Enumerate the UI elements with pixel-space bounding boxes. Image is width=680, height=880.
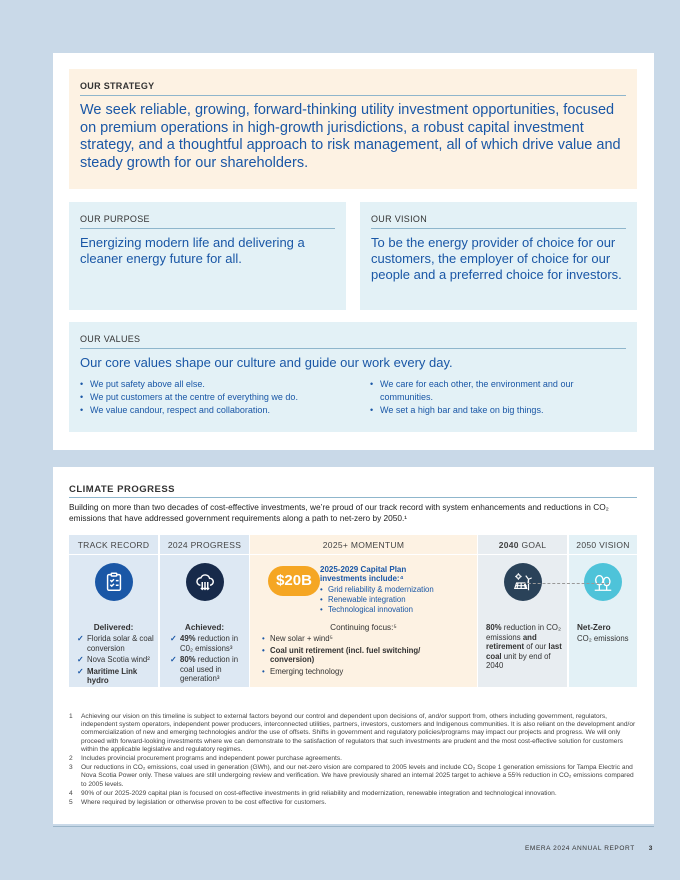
cloud-download-icon xyxy=(186,563,224,601)
goal-text-1: reduction in CO₂ emissions xyxy=(486,623,561,642)
values-columns xyxy=(80,378,626,417)
climate-card xyxy=(53,467,654,824)
progress-desc: reduction in C0₂ emissions³ xyxy=(180,634,239,653)
capital-plan-title: 2025-2029 Capital Plan investments include:⁴ xyxy=(320,565,407,583)
goal-retirement: and retirement xyxy=(486,632,537,651)
climate-divider xyxy=(69,497,637,498)
capital-plan-list xyxy=(320,585,434,614)
goal-text xyxy=(486,623,564,671)
strategy-label: OUR STRATEGY xyxy=(80,81,626,96)
progress-body xyxy=(160,555,249,687)
vision-label: OUR VISION xyxy=(371,214,626,229)
value-item: • We care for each other, the environment and our communities. xyxy=(370,378,600,404)
goal-body xyxy=(478,555,567,687)
progress-value: 49% xyxy=(180,634,196,643)
capital-plan-item: • Grid reliability & modernization xyxy=(320,585,434,595)
strategy-card xyxy=(53,53,654,450)
page-footer xyxy=(525,845,653,852)
values-box xyxy=(69,322,637,432)
footnote xyxy=(69,764,641,789)
continuing-focus-heading: Continuing focus:⁵ xyxy=(330,623,397,632)
vision-box xyxy=(360,202,637,310)
progress-item xyxy=(170,655,246,684)
track-record-heading: TRACK RECORD xyxy=(69,535,158,555)
footnote-text: Our reductions in CO₂ emissions, coal used in generation (GWh), and our net-zero vision are compared to 2005 levels and include CO₂ Scope 1 generation emissions for Tampa Electric and Nova Scotia Power only. These values are still undergoing review and verification. We have previously shared an internal 2025 target to achieve a 55% reduction in CO₂ emissions compared to 2005 levels. xyxy=(81,764,634,788)
purpose-label: OUR PURPOSE xyxy=(80,214,335,229)
value-item: • We put safety above all else. xyxy=(80,378,370,391)
purpose-text: Energizing modern life and delivering a cleaner energy future for all. xyxy=(80,235,305,266)
page-bottom-rule xyxy=(53,826,654,827)
goal-last-coal: last coal xyxy=(486,642,562,661)
footnote-text: Achieving our vision on this timeline is subject to external factors beyond our control and dependent upon decisions of, and/or support from, others including government, regulators, independent system operators, independent power producers, interconnected utilities, partners, investors, customers and Indigenous communities. It is also reliant on the development and/or commercialization of new and emerging technologies and/or the use of offsets. Shifts in government and regulatory policies/programs may impact our projects and progress. We will only proceed with forward-looking investments where we can demonstrate to the satisfaction of regulators that such investments are prudent and the most cost-effective solution for customers within the applicable legislative and regulatory regimes. xyxy=(81,713,636,753)
footnote xyxy=(69,799,641,807)
values-heading: Our core values shape our culture and guide our work every day. xyxy=(80,355,453,370)
focus-item: • Coal unit retirement (incl. fuel switching/ conversion) xyxy=(262,646,462,665)
timeline-momentum xyxy=(250,535,477,687)
timeline-2040-goal xyxy=(478,535,567,687)
focus-item: • New solar + wind⁵ xyxy=(262,634,462,644)
footnote xyxy=(69,713,641,754)
climate-intro: Building on more than two decades of cost-effective investments, we’re proud of our track record with system enhancements and reductions in CO₂ emissions that have addressed government requirements along a path to net-zero by 2050.¹ xyxy=(69,502,609,523)
momentum-body xyxy=(250,555,477,687)
goal-reduction: 80% xyxy=(486,623,502,632)
values-label: OUR VALUES xyxy=(80,334,626,349)
net-zero-title: Net-Zero xyxy=(577,623,611,632)
footnote-number: 5 xyxy=(69,799,73,807)
footnote-text: 90% of our 2025-2029 capital plan is focused on cost-effective investments in grid reliability and modernization, renewable integration and technological innovation. xyxy=(81,789,557,797)
net-zero-text: CO₂ emissions xyxy=(577,634,629,643)
progress-heading: 2024 PROGRESS xyxy=(160,535,249,555)
footnote-number: 3 xyxy=(69,764,73,772)
strategy-box xyxy=(69,69,637,189)
footnote xyxy=(69,790,641,798)
footnote xyxy=(69,755,641,763)
purpose-box xyxy=(69,202,346,310)
footnotes xyxy=(69,713,641,808)
track-record-list xyxy=(77,634,157,688)
trees-icon xyxy=(584,563,622,601)
timeline-2050-vision xyxy=(569,535,637,687)
strategy-text: We seek reliable, growing, forward-thinking utility investment opportunities, focused on premium operations in high-growth jurisdictions, a robust capital investment strategy, and a thoughtful approach to risk management, all of which drive value and steady growth for our shareholders. xyxy=(80,102,621,171)
track-item: ✓ Maritime Link hydro xyxy=(77,667,157,686)
goal-year: 2040 xyxy=(498,540,519,550)
continuing-focus-list xyxy=(262,634,462,678)
page-number: 3 xyxy=(648,845,653,852)
capital-plan-item: • Renewable integration xyxy=(320,595,434,605)
timeline-connector xyxy=(523,583,609,584)
value-item: • We put customers at the centre of everything we do. xyxy=(80,391,370,404)
track-record-body xyxy=(69,555,158,687)
footnote-number: 4 xyxy=(69,789,73,797)
progress-list xyxy=(170,634,246,686)
vision-text: To be the energy provider of choice for our customers, the employer of choice for our people and a preferred choice for investors. xyxy=(371,235,622,282)
footnote-number: 1 xyxy=(69,713,73,720)
values-list-right xyxy=(370,378,600,417)
vision2050-heading: 2050 VISION xyxy=(569,535,637,555)
clipboard-icon xyxy=(95,563,133,601)
track-item: ✓ Nova Scotia wind² xyxy=(77,655,157,665)
goal-text-3: unit by end of 2040 xyxy=(486,651,551,670)
timeline-track-record xyxy=(69,535,158,687)
report-title: EMERA 2024 ANNUAL REPORT xyxy=(525,845,635,852)
capital-plan-item: • Technological innovation xyxy=(320,605,434,615)
progress-value: 80% xyxy=(180,655,196,664)
track-record-subhead: Delivered: xyxy=(93,623,134,632)
goal-heading xyxy=(478,535,567,555)
values-list-left xyxy=(80,378,370,417)
momentum-heading: 2025+ MOMENTUM xyxy=(250,535,477,555)
vision2050-body xyxy=(569,555,637,687)
track-item: ✓ Florida solar & coal conversion xyxy=(77,634,157,653)
value-item: • We set a high bar and take on big things. xyxy=(370,404,600,417)
focus-item: • Emerging technology xyxy=(262,667,462,677)
progress-desc: reduction in coal used in generation³ xyxy=(180,655,239,683)
value-item: • We value candour, respect and collaboration. xyxy=(80,404,370,417)
goal-text-2: of our xyxy=(524,642,549,651)
solar-wind-icon xyxy=(504,563,542,601)
capital-plan-amount: $20B xyxy=(268,566,320,596)
climate-title: CLIMATE PROGRESS xyxy=(69,484,175,495)
footnote-text: Includes provincial procurement programs and independent power purchase agreements. xyxy=(81,755,342,763)
progress-item xyxy=(170,634,246,653)
progress-subhead: Achieved: xyxy=(184,623,225,632)
footnote-number: 2 xyxy=(69,755,73,763)
goal-label: GOAL xyxy=(518,540,547,550)
footnote-text: Where required by legislation or otherwise proven to be cost effective for customers. xyxy=(81,799,327,807)
timeline-2024-progress xyxy=(160,535,249,687)
